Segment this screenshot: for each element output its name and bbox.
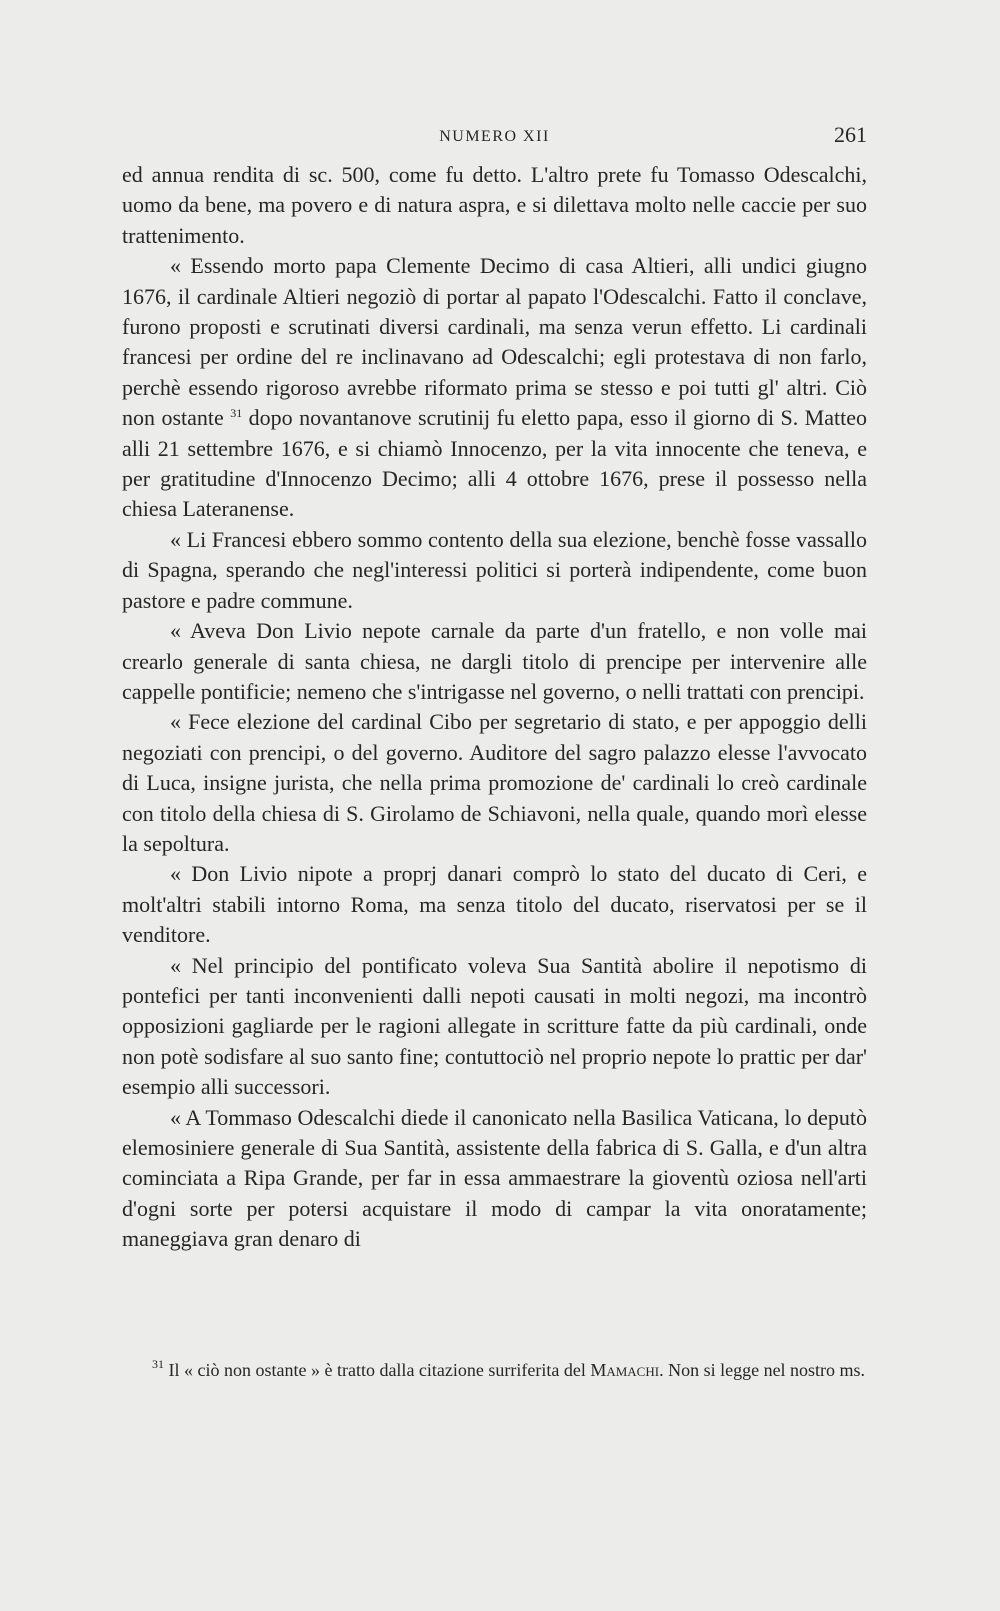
paragraph-2-part-2: dopo novantanove scrutinij fu eletto papa, esso il giorno di S. Matteo alli 21 settembre 1676, e si chiamò Innocenzo, per la vita innocente che teneva, e per gratitudine d'Innocenzo Decimo; alli 4 ottobre 1676, prese il possesso nella chiesa Lateranense. [122, 405, 867, 522]
running-head: NUMERO XII [439, 128, 550, 145]
paragraph-5: « Fece elezione del cardinal Cibo per segretario di stato, e per appoggio delli negoziati con prencipi, o del governo. Auditore del sagro palazzo elesse l'avvocato di Luca, insigne jurista, che nella prima promozione de' cardinali lo creò cardinale con titolo della chiesa di S. Girolamo de Schiavoni, nella quale, quando morì elesse la sepoltura. [122, 709, 867, 856]
paragraph-8: « A Tommaso Odescalchi diede il canonicato nella Basilica Vaticana, lo deputò elemosiniere generale di Sua Santità, assistente della fabrica di S. Galla, e d'un altra cominciata a Ripa Grande, per far in essa ammaestrare la gioventù oziosa nell'arti d'ogni sorte per potersi acquistare il modo di campar la vita onoratamente; maneggiava gran denaro di [122, 1104, 867, 1252]
paragraph-1: ed annua rendita di sc. 500, come fu detto. L'altro prete fu Tomasso Odescalchi, uomo da bene, ma povero e di natura aspra, e si dilettava molto nelle caccie per suo trattenimento. [122, 162, 867, 248]
footnote-author: Mamachi [590, 1360, 660, 1380]
footnote [122, 1356, 867, 1384]
paragraph-2-part-1: « Essendo morto papa Clemente Decimo di casa Altieri, alli undici giugno 1676, il cardinale Altieri negoziò di portar al papato l'Odescalchi. Fatto il conclave, furono proposti e scrutinati diversi cardinali, ma senza verun effetto. Li cardinali francesi per ordine del re inclinavano ad Odescalchi; egli protestava di non farlo, perchè essendo rigoroso avrebbe riformato prima se stesso e poi tutti gl' altri. Ciò non ostante [122, 253, 867, 431]
footnote-reference: 31 [230, 406, 243, 421]
page-number: 261 [834, 122, 867, 147]
footnote-text-part-2: . Non si legge nel nostro ms. [659, 1360, 866, 1380]
paragraph-3: « Li Francesi ebbero sommo contento della sua elezione, benchè fosse vassallo di Spagna, sperando che negl'interessi politici si porterà indipendente, come buon pastore e padre commune. [122, 526, 867, 613]
body-text [122, 160, 867, 1255]
footnote-number: 31 [152, 1357, 164, 1371]
paragraph-6: « Don Livio nipote a proprj danari comprò lo stato del ducato di Ceri, e molt'altri stabili intorno Roma, ma senza titolo del ducato, riservatosi per se il venditore. [122, 861, 867, 948]
paragraph-7: « Nel principio del pontificato voleva Sua Santità abolire il nepotismo di pontefici per tanti inconvenienti dalli nepoti causati in molti negozi, ma incontrò opposizioni gagliarde per le ragioni allegate in scritture fatte da più cardinali, onde non potè sodisfare al suo santo fine; contuttociò nel proprio nepote lo prattic per dar' esempio alli successori. [122, 952, 867, 1100]
paragraph-4: « Aveva Don Livio nepote carnale da parte d'un fratello, e non volle mai crearlo generale di santa chiesa, ne dargli titolo di prencipe per intervenire alle cappelle pontificie; nemeno che s'intrigasse nel governo, o nelli trattati con prencipi. [122, 618, 867, 704]
footnote-text [122, 1356, 867, 1384]
footnote-text-part-1: Il « ciò non ostante » è tratto dalla citazione surriferita del [164, 1360, 591, 1380]
paragraph-2 [122, 251, 867, 525]
page-header [122, 122, 867, 154]
